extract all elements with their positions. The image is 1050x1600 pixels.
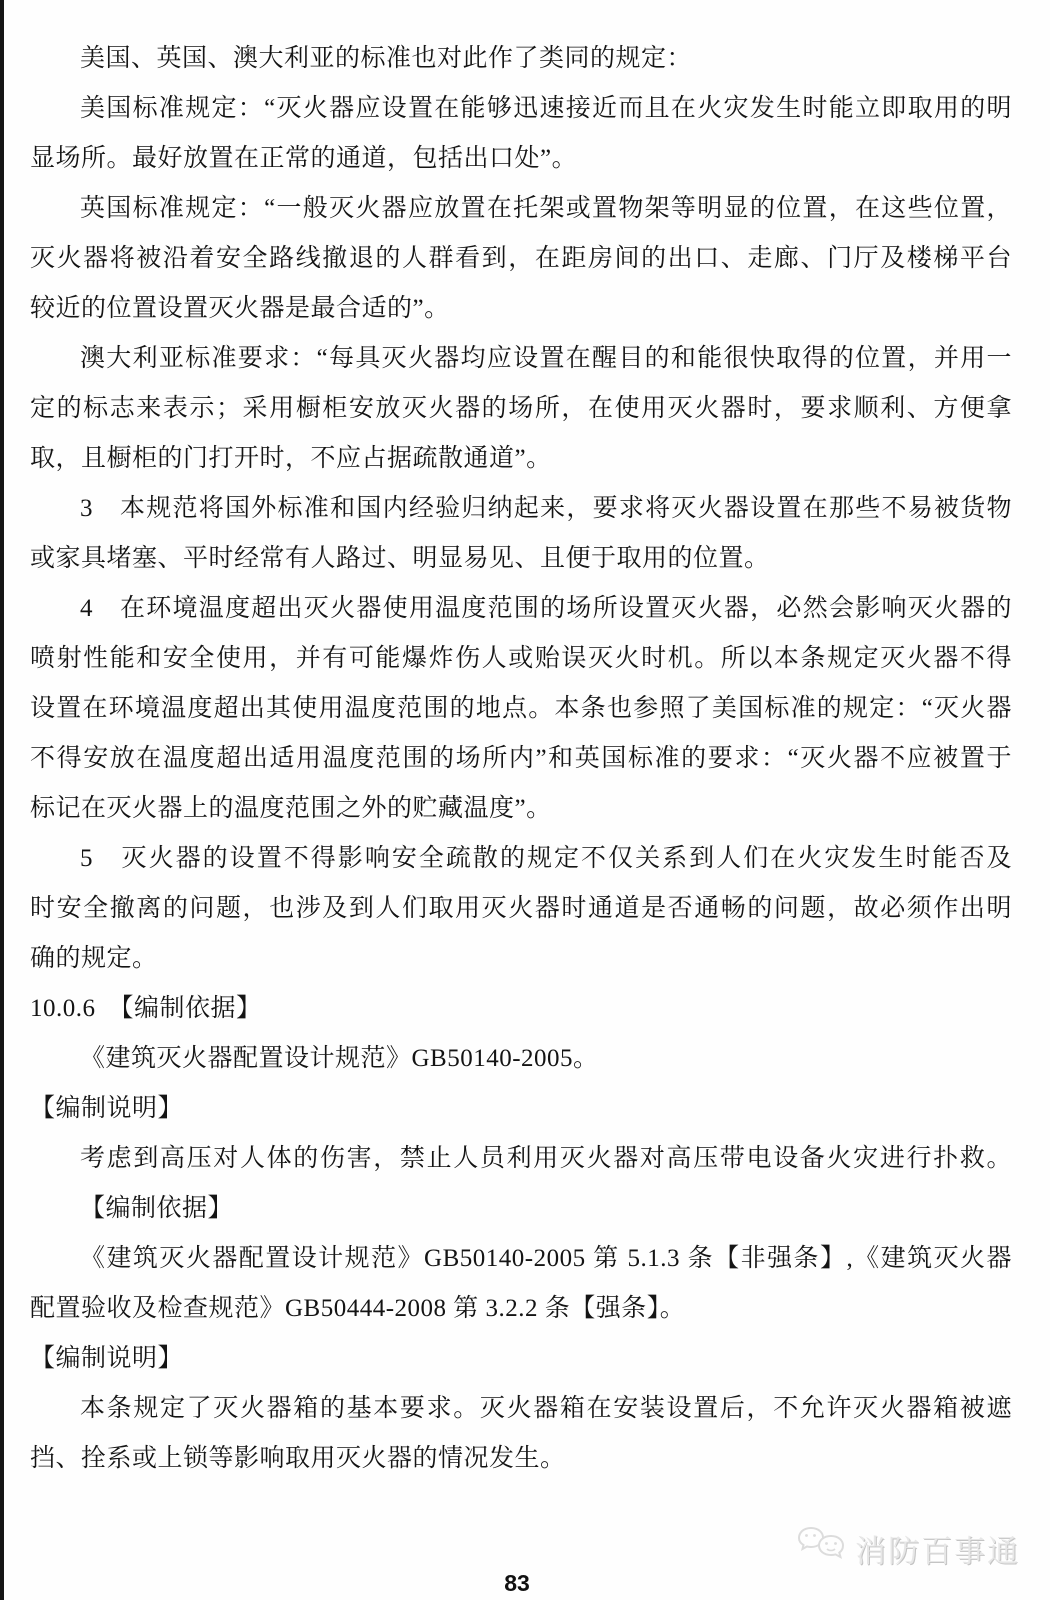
text-line: 取，且橱柜的门打开时，不应占据疏散通道”。 [30, 445, 552, 472]
text-line: 灭火器将被沿着安全路线撤退的人群看到，在距房间的出口、走廊、门厅及楼梯平台 [30, 245, 1012, 272]
text-line: 时安全撤离的问题，也涉及到人们取用灭火器时通道是否通畅的问题，故必须作出明 [30, 895, 1012, 922]
text-line: 或家具堵塞、平时经常有人路过、明显易见、且便于取用的位置。 [30, 545, 770, 572]
watermark [797, 1524, 1020, 1573]
page-number: 83 [504, 1570, 530, 1596]
text-line: 设置在环境温度超出其使用温度范围的地点。本条也参照了美国标准的规定：“灭火器 [30, 695, 1012, 722]
text-line: 本条规定了灭火器箱的基本要求。灭火器箱在安装设置后，不允许灭火器箱被遮 [80, 1395, 1012, 1422]
text-line: 3 本规范将国外标准和国内经验归纳起来，要求将灭火器设置在那些不易被货物 [80, 495, 1012, 522]
text-line: 4 在环境温度超出灭火器使用温度范围的场所设置灭火器，必然会影响灭火器的 [80, 595, 1012, 622]
text-line: 标记在灭火器上的温度范围之外的贮藏温度”。 [30, 795, 552, 822]
scan-edge-artifact [0, 0, 4, 1600]
text-line: 喷射性能和安全使用，并有可能爆炸伤人或贻误灭火时机。所以本条规定灭火器不得 [30, 645, 1012, 672]
text-line: 《建筑灭火器配置设计规范》GB50140-2005。 [80, 1045, 599, 1072]
text-line: 定的标志来表示；采用橱柜安放灭火器的场所，在使用灭火器时，要求顺利、方便拿 [30, 395, 1012, 422]
text-line: 配置验收及检查规范》GB50444-2008 第 3.2.2 条【强条】。 [30, 1295, 686, 1322]
chat-bubbles-icon [797, 1524, 849, 1573]
text-line: 考虑到高压对人体的伤害，禁止人员利用灭火器对高压带电设备火灾进行扑救。 [80, 1145, 1012, 1172]
watermark-label: 消防百事通 [855, 1534, 1020, 1569]
document-body [30, 34, 1012, 1484]
text-line: 显场所。最好放置在正常的通道，包括出口处”。 [30, 145, 578, 172]
text-line: 《建筑灭火器配置设计规范》GB50140-2005 第 5.1.3 条【非强条】,《建筑灭火器 [80, 1245, 1012, 1272]
text-line: 【编制说明】 [30, 1095, 184, 1122]
text-line: 【编制依据】 [80, 1195, 234, 1222]
text-line: 美国标准规定：“灭火器应设置在能够迅速接近而且在火灾发生时能立即取用的明 [80, 95, 1012, 122]
text-line: 美国、英国、澳大利亚的标准也对此作了类同的规定： [80, 45, 693, 72]
text-line: 不得安放在温度超出适用温度范围的场所内”和英国标准的要求：“灭火器不应被置于 [30, 745, 1012, 772]
text-line: 10.0.6 【编制依据】 [30, 995, 262, 1022]
text-line: 英国标准规定：“一般灭火器应放置在托架或置物架等明显的位置，在这些位置， [80, 195, 1012, 222]
text-line: 挡、拴系或上锁等影响取用灭火器的情况发生。 [30, 1445, 566, 1472]
text-line: 澳大利亚标准要求：“每具灭火器均应设置在醒目的和能很快取得的位置，并用一 [80, 345, 1012, 372]
text-line: 较近的位置设置灭火器是最合适的”。 [30, 295, 450, 322]
text-line: 【编制说明】 [30, 1345, 184, 1372]
text-line: 确的规定。 [30, 945, 158, 972]
text-line: 5 灭火器的设置不得影响安全疏散的规定不仅关系到人们在火灾发生时能否及 [80, 845, 1012, 872]
